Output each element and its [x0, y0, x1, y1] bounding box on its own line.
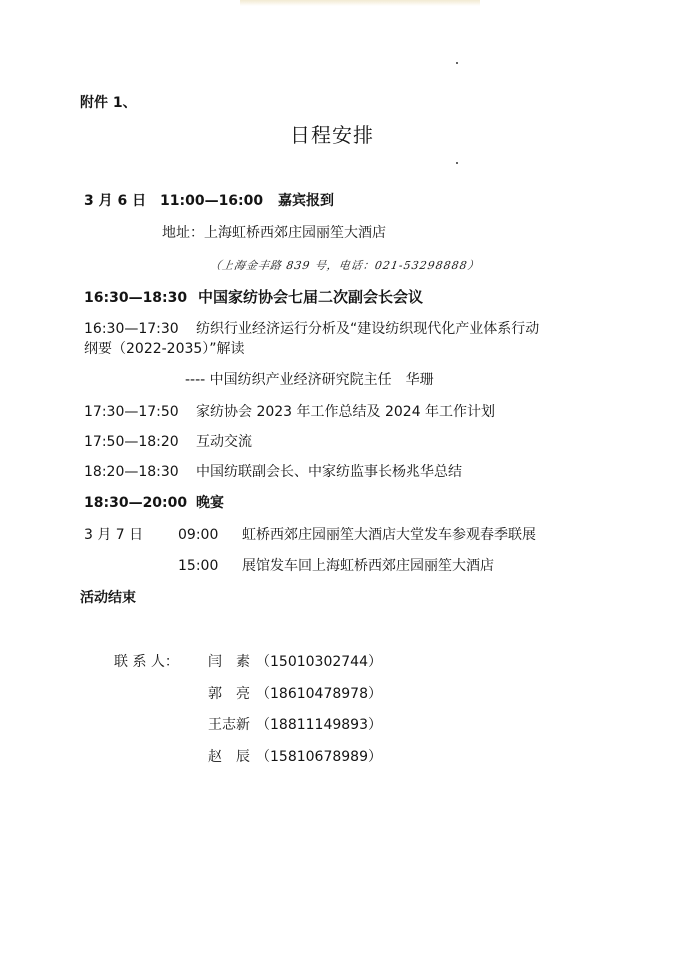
contact-name: 赵 辰: [208, 749, 250, 765]
schedule-time: 16:30—17:30: [84, 321, 179, 337]
speaker-line: ---- 中国纺织产业经济研究院主任 华珊: [185, 372, 434, 388]
schedule-time: 18:30—20:00: [84, 495, 188, 511]
schedule-item: 家纺协会 2023 年工作总结及 2024 年工作计划: [196, 404, 496, 420]
schedule-item: 中国纺联副会长、中家纺监事长杨兆华总结: [196, 464, 462, 480]
contact-phone: （15810678989）: [256, 749, 382, 765]
schedule-item: 纺织行业经济运行分析及“建设纺织现代化产业体系行动: [196, 321, 540, 337]
day1-time: 11:00—16:00: [160, 193, 264, 209]
contact-name: 王志新: [208, 717, 250, 733]
day2-time: 15:00: [178, 558, 219, 574]
schedule-time: 16:30—18:30: [84, 290, 188, 306]
contact-name: 闫 素: [208, 654, 250, 670]
schedule-time: 17:30—17:50: [84, 404, 179, 420]
schedule-time: 18:20—18:30: [84, 464, 179, 480]
end-text: 活动结束: [80, 590, 136, 606]
scan-edge-shadow: [240, 0, 480, 6]
contact-phone: （15010302744）: [256, 654, 382, 670]
schedule-item-continued: 纲要（2022-2035）”解读: [84, 341, 245, 357]
attachment-label: 附件 1、: [80, 95, 137, 111]
contact-name: 郭 亮: [208, 686, 250, 702]
contacts-label: 联 系 人：: [114, 654, 179, 670]
day1-date: 3 月 6 日: [84, 193, 147, 209]
page-title: 日程安排: [290, 123, 374, 147]
day2-item: 虹桥西郊庄园丽笙大酒店大堂发车参观春季联展: [242, 527, 536, 543]
day1-event: 嘉宾报到: [278, 193, 334, 209]
schedule-item: 晚宴: [196, 495, 224, 511]
schedule-time: 17:50—18:20: [84, 434, 179, 450]
day2-item: 展馆发车回上海虹桥西郊庄园丽笙大酒店: [242, 558, 494, 574]
scan-speck: [456, 162, 458, 164]
handwritten-address-note: （上海金丰路 839 号，电话：021-53298888）: [209, 259, 481, 272]
schedule-item: 互动交流: [196, 434, 252, 450]
scan-speck: [456, 62, 458, 64]
day1-address: 地址：上海虹桥西郊庄园丽笙大酒店: [162, 225, 386, 241]
contact-phone: （18610478978）: [256, 686, 382, 702]
schedule-item: 中国家纺协会七届二次副会长会议: [198, 288, 424, 306]
day2-time: 09:00: [178, 527, 219, 543]
day2-date: 3 月 7 日: [84, 527, 144, 543]
contact-phone: （18811149893）: [256, 717, 382, 733]
